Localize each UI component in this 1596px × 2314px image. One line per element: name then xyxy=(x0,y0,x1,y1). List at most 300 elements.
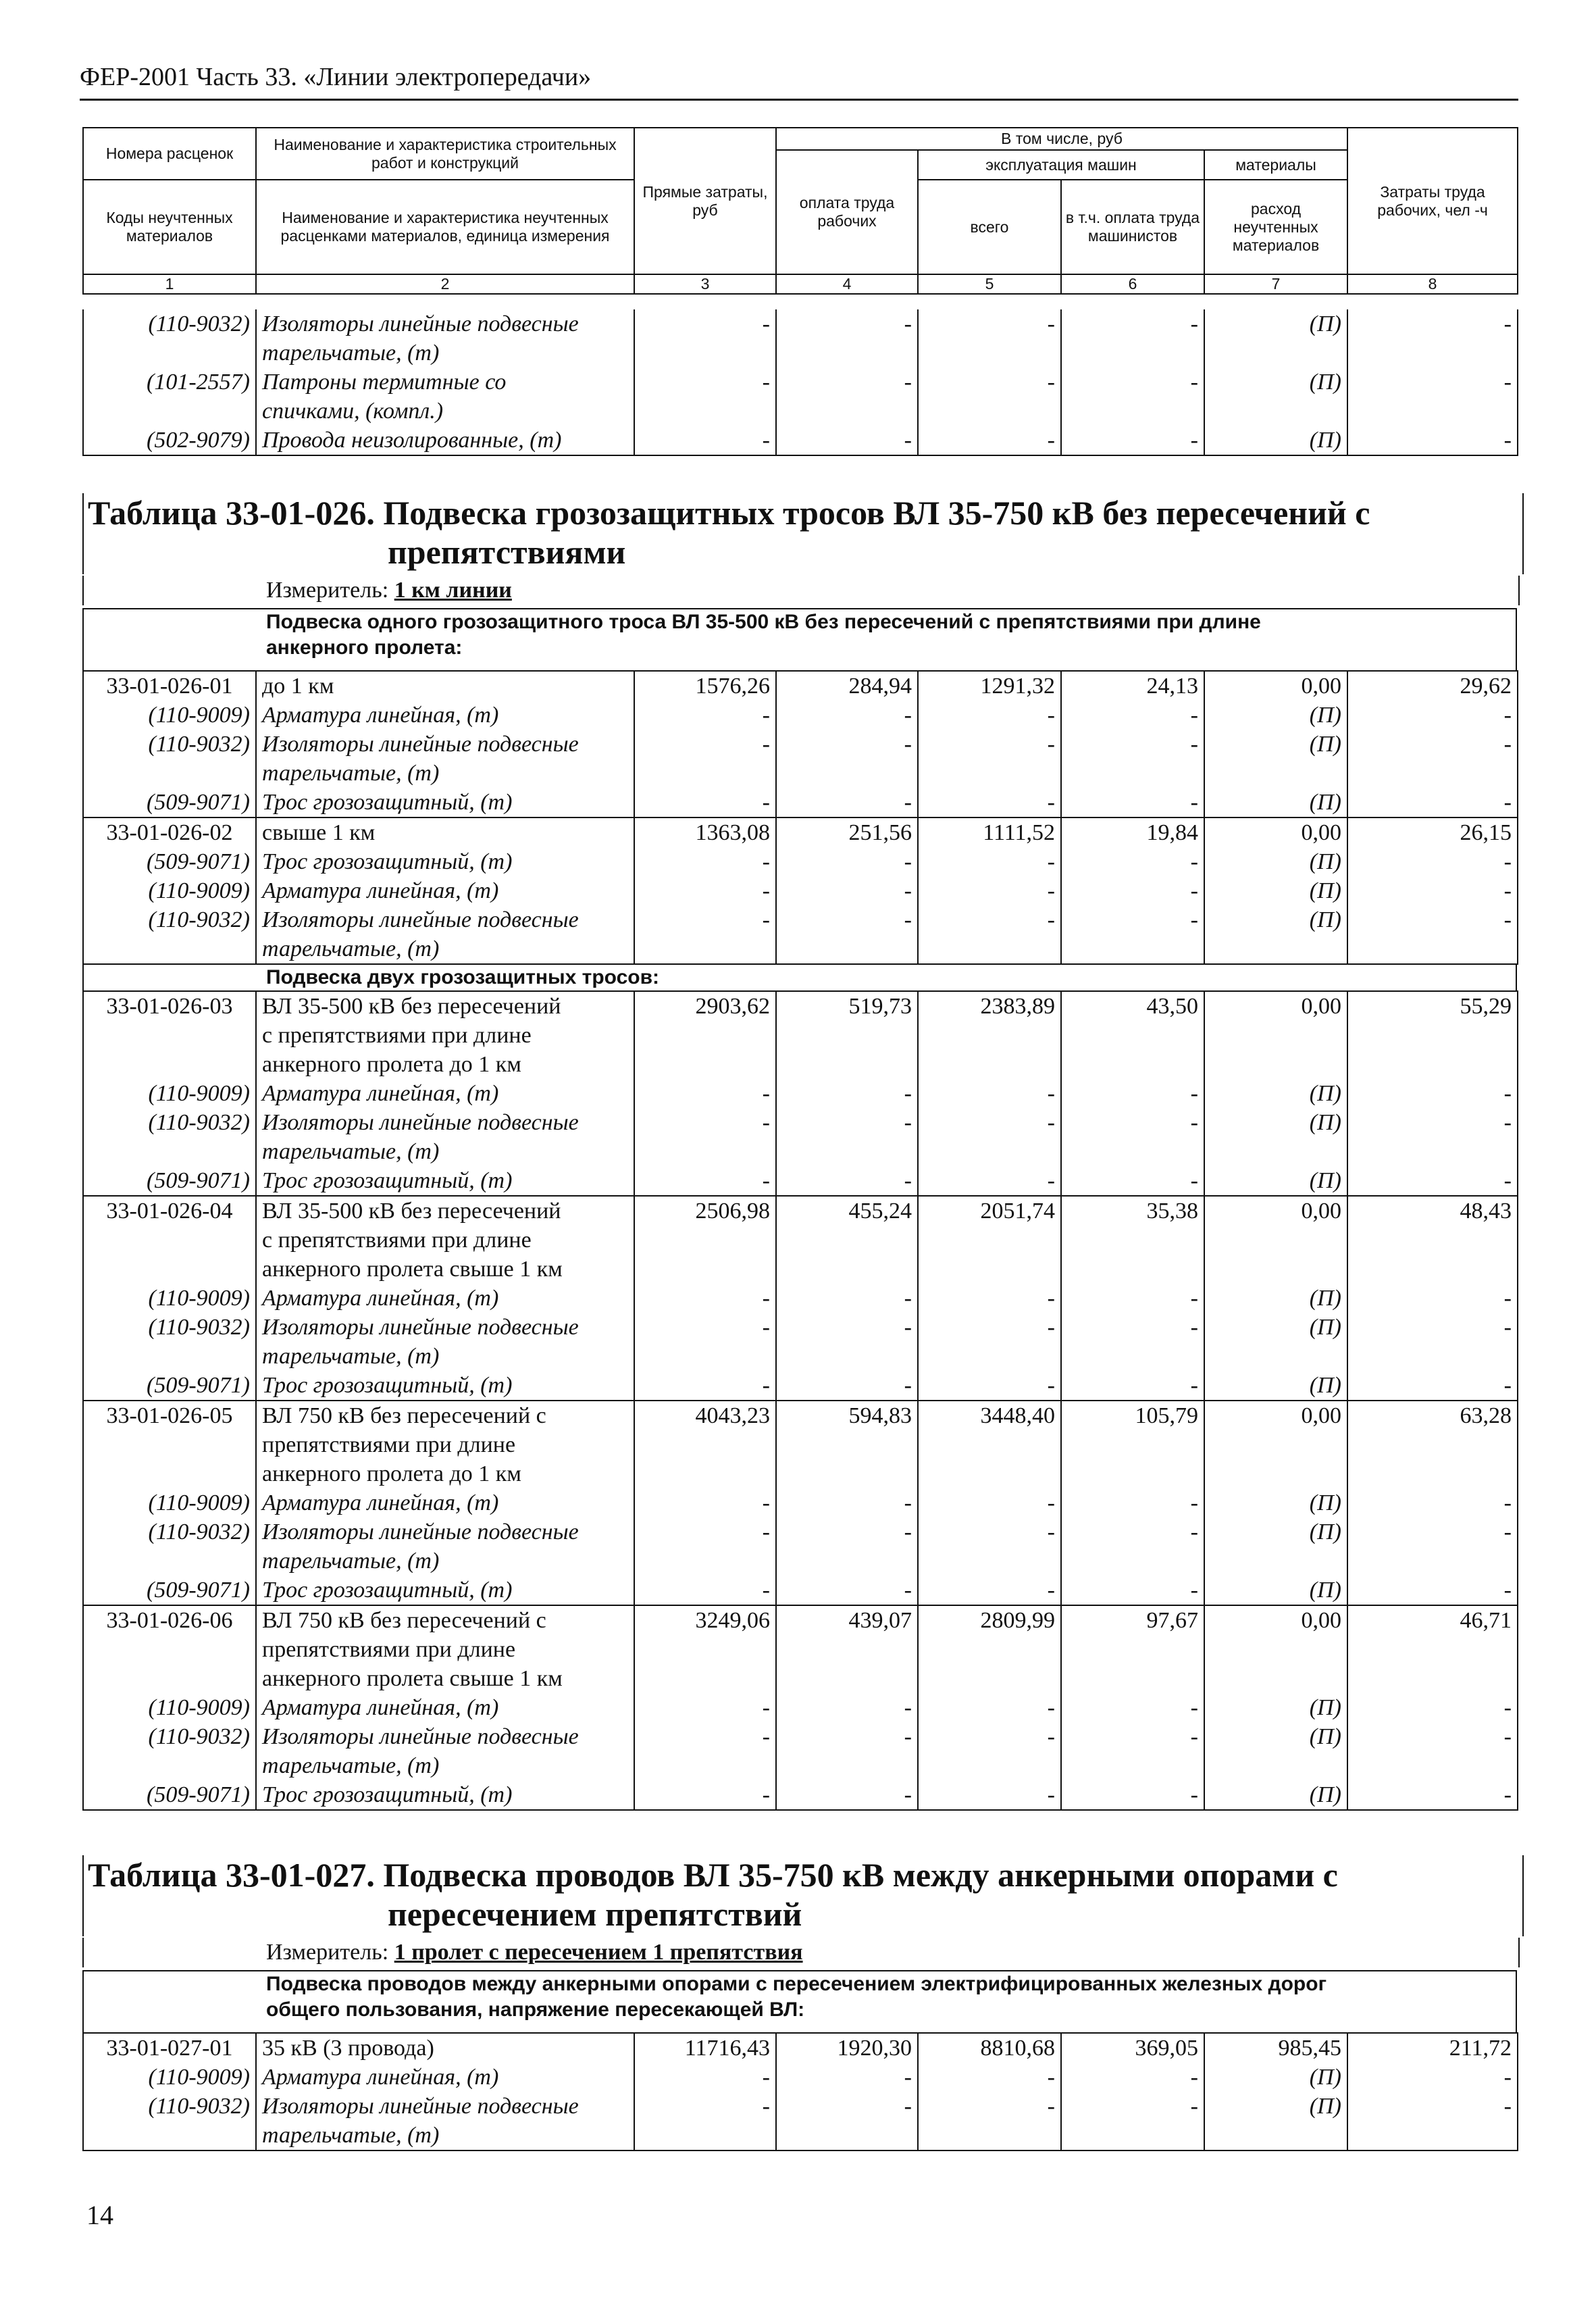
value-cell: 369,05 xyxy=(1061,2033,1204,2063)
section-1-line-1: Подвеска проводов между анкерными опорами с пересечением электрифицированных железных дорог xyxy=(266,1973,1327,1995)
material-description: Трос грозозащитный, (т) xyxy=(256,788,634,818)
table-27-meter xyxy=(82,1938,1520,1967)
value-cell: - xyxy=(918,309,1061,338)
value-cell: - xyxy=(1061,1371,1204,1401)
value-cell xyxy=(1061,1050,1204,1079)
material-row xyxy=(83,788,1518,818)
rate-row xyxy=(83,1196,1518,1226)
value-cell: (П) xyxy=(1204,788,1347,818)
value-cell xyxy=(1061,759,1204,788)
rate-row xyxy=(83,1605,1518,1635)
rate-code: 33-01-026-04 xyxy=(83,1196,256,1226)
value-cell: - xyxy=(776,368,918,397)
value-cell: - xyxy=(1347,847,1518,876)
rate-row xyxy=(83,1021,1518,1050)
material-code: (110-9009) xyxy=(83,2063,256,2092)
rate-description: препятствиями при длине xyxy=(256,1430,634,1459)
value-cell: - xyxy=(776,1488,918,1517)
material-description: Трос грозозащитный, (т) xyxy=(256,1371,634,1401)
header-material-usage: расход неучтенных материалов xyxy=(1204,180,1347,274)
material-row xyxy=(83,1751,1518,1780)
value-cell: (П) xyxy=(1204,1517,1347,1546)
value-cell: - xyxy=(634,1166,776,1196)
material-row xyxy=(83,759,1518,788)
header-including: В том числе, руб xyxy=(776,128,1347,150)
rate-code xyxy=(83,1635,256,1664)
value-cell: 0,00 xyxy=(1204,991,1347,1021)
page-number: 14 xyxy=(86,2200,113,2230)
material-code: (101-2557) xyxy=(83,368,256,397)
value-cell xyxy=(918,1050,1061,1079)
value-cell: 35,38 xyxy=(1061,1196,1204,1226)
value-cell xyxy=(918,759,1061,788)
value-cell: (П) xyxy=(1204,730,1347,759)
material-code: (110-9032) xyxy=(83,1313,256,1342)
value-cell: (П) xyxy=(1204,1166,1347,1196)
material-row xyxy=(83,1780,1518,1810)
value-cell: 2809,99 xyxy=(918,1605,1061,1635)
material-code: (509-9071) xyxy=(83,1576,256,1605)
material-description: Изоляторы линейные подвесные xyxy=(256,730,634,759)
section-1-line-2: анкерного пролета: xyxy=(266,636,463,659)
header-machinist-pay: в т.ч. оплата труда машинистов xyxy=(1061,180,1204,274)
value-cell: - xyxy=(1347,1313,1518,1342)
material-code: (110-9032) xyxy=(83,905,256,934)
value-cell: 3448,40 xyxy=(918,1401,1061,1430)
header-worker-pay: оплата труда рабочих xyxy=(776,150,918,274)
material-code: (110-9009) xyxy=(83,876,256,905)
value-cell: - xyxy=(1061,2092,1204,2121)
value-cell xyxy=(776,1459,918,1488)
value-cell xyxy=(1061,338,1204,368)
value-cell: - xyxy=(1347,1108,1518,1137)
rate-description: анкерного пролета свыше 1 км xyxy=(256,1255,634,1284)
value-cell: - xyxy=(1061,847,1204,876)
value-cell: - xyxy=(918,1166,1061,1196)
table-27-title-line-2: пересечением препятствий xyxy=(388,1895,802,1933)
material-row xyxy=(83,1517,1518,1546)
material-description: Трос грозозащитный, (т) xyxy=(256,1166,634,1196)
material-code xyxy=(83,2121,256,2150)
value-cell xyxy=(1347,759,1518,788)
value-cell: (П) xyxy=(1204,1108,1347,1137)
rate-description: ВЛ 750 кВ без пересечений с xyxy=(256,1401,634,1430)
section-2-line-1: Подвеска двух грозозащитных тросов: xyxy=(266,966,660,988)
value-cell: - xyxy=(1061,309,1204,338)
value-cell: - xyxy=(634,905,776,934)
value-cell: - xyxy=(634,788,776,818)
value-cell xyxy=(634,1021,776,1050)
value-cell: 26,15 xyxy=(1347,818,1518,847)
value-cell: (П) xyxy=(1204,1079,1347,1108)
value-cell xyxy=(776,2121,918,2150)
value-cell: 8810,68 xyxy=(918,2033,1061,2063)
value-cell xyxy=(1347,1050,1518,1079)
value-cell: 284,94 xyxy=(776,671,918,701)
value-cell: - xyxy=(1347,309,1518,338)
table-27-title-line-1: Таблица 33-01-027. Подвеска проводов ВЛ 35-750 кВ между анкерными опорами с xyxy=(88,1856,1338,1894)
value-cell: - xyxy=(634,1576,776,1605)
value-cell xyxy=(634,1546,776,1576)
rate-description: ВЛ 750 кВ без пересечений с xyxy=(256,1605,634,1635)
table-26-group-2 xyxy=(82,990,1518,1811)
material-description: Арматура линейная, (т) xyxy=(256,1693,634,1722)
material-row xyxy=(83,1313,1518,1342)
value-cell xyxy=(634,759,776,788)
value-cell xyxy=(918,1635,1061,1664)
value-cell: - xyxy=(918,1313,1061,1342)
col-num-2: 2 xyxy=(256,274,634,294)
value-cell: - xyxy=(1347,1576,1518,1605)
col-num-3: 3 xyxy=(634,274,776,294)
table-26-title-line-1: Таблица 33-01-026. Подвеска грозозащитных тросов ВЛ 35-750 кВ без пересечений с xyxy=(88,494,1370,532)
value-cell: - xyxy=(634,1693,776,1722)
rate-code: 33-01-026-05 xyxy=(83,1401,256,1430)
material-description: тарельчатые, (т) xyxy=(256,1342,634,1371)
material-description: Изоляторы линейные подвесные xyxy=(256,1313,634,1342)
meter-value: 1 пролет с пересечением 1 препятствия xyxy=(394,1940,803,1965)
value-cell: (П) xyxy=(1204,1576,1347,1605)
header-materials: материалы xyxy=(1204,150,1347,180)
value-cell xyxy=(1347,1635,1518,1664)
value-cell xyxy=(1204,1050,1347,1079)
value-cell: 2506,98 xyxy=(634,1196,776,1226)
material-code xyxy=(83,759,256,788)
value-cell: - xyxy=(1061,426,1204,455)
value-cell: (П) xyxy=(1204,426,1347,455)
value-cell: 519,73 xyxy=(776,991,918,1021)
value-cell xyxy=(1061,2121,1204,2150)
rate-code xyxy=(83,1459,256,1488)
value-cell: 55,29 xyxy=(1347,991,1518,1021)
value-cell xyxy=(634,1751,776,1780)
value-cell xyxy=(776,934,918,964)
value-cell: - xyxy=(776,426,918,455)
value-cell: - xyxy=(1347,368,1518,397)
value-cell: - xyxy=(776,1108,918,1137)
value-cell: - xyxy=(1347,1722,1518,1751)
value-cell: - xyxy=(634,1517,776,1546)
value-cell: - xyxy=(1061,1517,1204,1546)
value-cell xyxy=(776,1342,918,1371)
value-cell: - xyxy=(634,876,776,905)
value-cell: - xyxy=(776,1722,918,1751)
meter-label: Измеритель: xyxy=(266,578,389,603)
rate-description: анкерного пролета до 1 км xyxy=(256,1459,634,1488)
value-cell: - xyxy=(918,2063,1061,2092)
rate-description: ВЛ 35-500 кВ без пересечений xyxy=(256,1196,634,1226)
value-cell xyxy=(918,1137,1061,1166)
rate-description: с препятствиями при длине xyxy=(256,1021,634,1050)
value-cell: - xyxy=(1347,730,1518,759)
value-cell: - xyxy=(918,1517,1061,1546)
material-description: Изоляторы линейные подвесные xyxy=(256,1722,634,1751)
value-cell xyxy=(1204,1546,1347,1576)
material-description: тарельчатые, (т) xyxy=(256,759,634,788)
value-cell: - xyxy=(918,1693,1061,1722)
value-cell: - xyxy=(776,701,918,730)
value-cell: - xyxy=(918,1371,1061,1401)
value-cell: - xyxy=(776,1313,918,1342)
rate-description: свыше 1 км xyxy=(256,818,634,847)
material-row xyxy=(83,1488,1518,1517)
value-cell: - xyxy=(918,2092,1061,2121)
value-cell xyxy=(776,1255,918,1284)
rate-description: ВЛ 35-500 кВ без пересечений xyxy=(256,991,634,1021)
section-1-line-2: общего пользования, напряжение пересекающей ВЛ: xyxy=(266,1998,805,2021)
meter-label: Измеритель: xyxy=(266,1940,389,1965)
material-description: Изоляторы линейные подвесные xyxy=(256,309,634,338)
value-cell: 63,28 xyxy=(1347,1401,1518,1430)
material-description: тарельчатые, (т) xyxy=(256,338,634,368)
value-cell xyxy=(776,1050,918,1079)
value-cell: - xyxy=(1061,1166,1204,1196)
material-row xyxy=(83,1722,1518,1751)
value-cell: - xyxy=(918,730,1061,759)
value-cell: - xyxy=(1347,905,1518,934)
value-cell: (П) xyxy=(1204,1313,1347,1342)
material-row xyxy=(83,1576,1518,1605)
value-cell: - xyxy=(634,309,776,338)
material-description: Патроны термитные со xyxy=(256,368,634,397)
material-description: Арматура линейная, (т) xyxy=(256,1284,634,1313)
value-cell: 2383,89 xyxy=(918,991,1061,1021)
value-cell: - xyxy=(776,1371,918,1401)
material-code: (110-9009) xyxy=(83,1488,256,1517)
value-cell xyxy=(918,1430,1061,1459)
material-row xyxy=(83,701,1518,730)
value-cell: - xyxy=(1347,1693,1518,1722)
rate-code: 33-01-026-01 xyxy=(83,671,256,701)
col-num-6: 6 xyxy=(1061,274,1204,294)
value-cell: 0,00 xyxy=(1204,1605,1347,1635)
material-code: (110-9032) xyxy=(83,1517,256,1546)
rate-description: с препятствиями при длине xyxy=(256,1226,634,1255)
material-description: Арматура линейная, (т) xyxy=(256,2063,634,2092)
rate-code xyxy=(83,1050,256,1079)
material-row xyxy=(83,1693,1518,1722)
material-code: (509-9071) xyxy=(83,1780,256,1810)
value-cell: 2903,62 xyxy=(634,991,776,1021)
value-cell: - xyxy=(1061,1576,1204,1605)
value-cell: (П) xyxy=(1204,1371,1347,1401)
value-cell: - xyxy=(918,1284,1061,1313)
rates-table-continued xyxy=(82,309,1518,456)
rate-description: анкерного пролета до 1 км xyxy=(256,1050,634,1079)
header-labor-hours: Затраты труда рабочих, чел -ч xyxy=(1347,128,1518,274)
value-cell xyxy=(1347,1021,1518,1050)
material-row xyxy=(83,1166,1518,1196)
material-description: тарельчатые, (т) xyxy=(256,934,634,964)
value-cell: 24,13 xyxy=(1061,671,1204,701)
value-cell xyxy=(1061,1021,1204,1050)
value-cell: - xyxy=(1061,1313,1204,1342)
value-cell: 1576,26 xyxy=(634,671,776,701)
rate-code xyxy=(83,1255,256,1284)
value-cell: - xyxy=(1061,1488,1204,1517)
material-code xyxy=(83,934,256,964)
header-work-name: Наименование и характеристика строительных работ и конструкций xyxy=(256,128,634,180)
value-cell: 2051,74 xyxy=(918,1196,1061,1226)
material-row xyxy=(83,1137,1518,1166)
value-cell xyxy=(1347,1137,1518,1166)
value-cell: 11716,43 xyxy=(634,2033,776,2063)
value-cell: - xyxy=(776,2092,918,2121)
rate-row xyxy=(83,2033,1518,2063)
value-cell: - xyxy=(634,1284,776,1313)
value-cell xyxy=(1204,2121,1347,2150)
value-cell: - xyxy=(776,2063,918,2092)
value-cell: - xyxy=(634,1371,776,1401)
value-cell: (П) xyxy=(1204,309,1347,338)
value-cell: - xyxy=(1061,1108,1204,1137)
value-cell: - xyxy=(1347,1371,1518,1401)
value-cell: - xyxy=(1347,1166,1518,1196)
material-row xyxy=(83,309,1518,338)
material-row xyxy=(83,2121,1518,2150)
value-cell xyxy=(1061,1255,1204,1284)
value-cell: (П) xyxy=(1204,876,1347,905)
col-num-5: 5 xyxy=(918,274,1061,294)
rate-code: 33-01-026-03 xyxy=(83,991,256,1021)
value-cell xyxy=(918,1664,1061,1693)
value-cell: - xyxy=(776,847,918,876)
value-cell: - xyxy=(1061,876,1204,905)
material-code: (110-9009) xyxy=(83,1284,256,1313)
material-description: Изоляторы линейные подвесные xyxy=(256,2092,634,2121)
table-26-meter xyxy=(82,576,1520,605)
rate-row xyxy=(83,1226,1518,1255)
value-cell xyxy=(1061,1342,1204,1371)
value-cell xyxy=(1204,1021,1347,1050)
material-description: Изоляторы линейные подвесные xyxy=(256,1517,634,1546)
rate-description: 35 кВ (3 провода) xyxy=(256,2033,634,2063)
value-cell xyxy=(776,1635,918,1664)
value-cell: - xyxy=(1061,1780,1204,1810)
rate-row xyxy=(83,1635,1518,1664)
material-row xyxy=(83,368,1518,397)
value-cell: (П) xyxy=(1204,2063,1347,2092)
value-cell xyxy=(1347,1342,1518,1371)
value-cell: 46,71 xyxy=(1347,1605,1518,1635)
material-description: Арматура линейная, (т) xyxy=(256,876,634,905)
rate-row xyxy=(83,1255,1518,1284)
value-cell xyxy=(634,1255,776,1284)
value-cell: 97,67 xyxy=(1061,1605,1204,1635)
value-cell: (П) xyxy=(1204,1722,1347,1751)
table-27-section-1 xyxy=(82,1970,1517,2032)
value-cell: 4043,23 xyxy=(634,1401,776,1430)
value-cell: (П) xyxy=(1204,847,1347,876)
material-row xyxy=(83,1546,1518,1576)
material-description: Арматура линейная, (т) xyxy=(256,701,634,730)
value-cell: - xyxy=(918,368,1061,397)
table-26-section-2 xyxy=(82,963,1517,990)
value-cell: - xyxy=(1347,2063,1518,2092)
value-cell: 985,45 xyxy=(1204,2033,1347,2063)
rate-row xyxy=(83,1459,1518,1488)
value-cell: 105,79 xyxy=(1061,1401,1204,1430)
material-row xyxy=(83,2092,1518,2121)
value-cell: - xyxy=(776,905,918,934)
value-cell xyxy=(634,338,776,368)
value-cell xyxy=(1061,1635,1204,1664)
value-cell xyxy=(1061,934,1204,964)
value-cell: 43,50 xyxy=(1061,991,1204,1021)
col-num-8: 8 xyxy=(1347,274,1518,294)
material-row xyxy=(83,426,1518,455)
value-cell: (П) xyxy=(1204,1780,1347,1810)
material-code xyxy=(83,1137,256,1166)
value-cell: - xyxy=(1347,1488,1518,1517)
header-rate-numbers: Номера расценок xyxy=(83,128,256,180)
value-cell xyxy=(1347,338,1518,368)
value-cell: - xyxy=(776,1284,918,1313)
value-cell: - xyxy=(634,1108,776,1137)
value-cell xyxy=(1347,1459,1518,1488)
value-cell xyxy=(776,1430,918,1459)
value-cell xyxy=(634,1635,776,1664)
value-cell: - xyxy=(1061,788,1204,818)
value-cell xyxy=(918,934,1061,964)
value-cell: (П) xyxy=(1204,1488,1347,1517)
material-code: (110-9032) xyxy=(83,309,256,338)
value-cell: 3249,06 xyxy=(634,1605,776,1635)
value-cell xyxy=(776,1137,918,1166)
value-cell: 211,72 xyxy=(1347,2033,1518,2063)
header-material-codes: Коды неучтенных материалов xyxy=(83,180,256,274)
material-code: (110-9009) xyxy=(83,1079,256,1108)
value-cell xyxy=(1347,1430,1518,1459)
value-cell: - xyxy=(918,876,1061,905)
col-num-4: 4 xyxy=(776,274,918,294)
rate-description: препятствиями при длине xyxy=(256,1635,634,1664)
value-cell: - xyxy=(1347,2092,1518,2121)
value-cell: - xyxy=(634,730,776,759)
value-cell: 1920,30 xyxy=(776,2033,918,2063)
value-cell xyxy=(1347,1546,1518,1576)
value-cell xyxy=(1204,1137,1347,1166)
value-cell: 455,24 xyxy=(776,1196,918,1226)
value-cell: - xyxy=(1061,1693,1204,1722)
material-code: (110-9032) xyxy=(83,2092,256,2121)
value-cell: - xyxy=(776,1576,918,1605)
value-cell: 1111,52 xyxy=(918,818,1061,847)
value-cell xyxy=(918,1021,1061,1050)
rate-description: до 1 км xyxy=(256,671,634,701)
rate-row xyxy=(83,1050,1518,1079)
value-cell: (П) xyxy=(1204,1284,1347,1313)
value-cell: - xyxy=(1347,701,1518,730)
table-26-group-1 xyxy=(82,670,1518,965)
material-code xyxy=(83,338,256,368)
value-cell xyxy=(1347,1751,1518,1780)
material-code: (110-9032) xyxy=(83,1108,256,1137)
material-code: (509-9071) xyxy=(83,788,256,818)
value-cell: - xyxy=(1061,905,1204,934)
material-row xyxy=(83,397,1518,426)
value-cell: (П) xyxy=(1204,368,1347,397)
material-code xyxy=(83,1342,256,1371)
value-cell: 1291,32 xyxy=(918,671,1061,701)
value-cell: - xyxy=(634,701,776,730)
value-cell xyxy=(918,338,1061,368)
value-cell: - xyxy=(776,1780,918,1810)
rate-code: 33-01-026-06 xyxy=(83,1605,256,1635)
value-cell xyxy=(1347,2121,1518,2150)
material-code: (502-9079) xyxy=(83,426,256,455)
material-row xyxy=(83,1284,1518,1313)
